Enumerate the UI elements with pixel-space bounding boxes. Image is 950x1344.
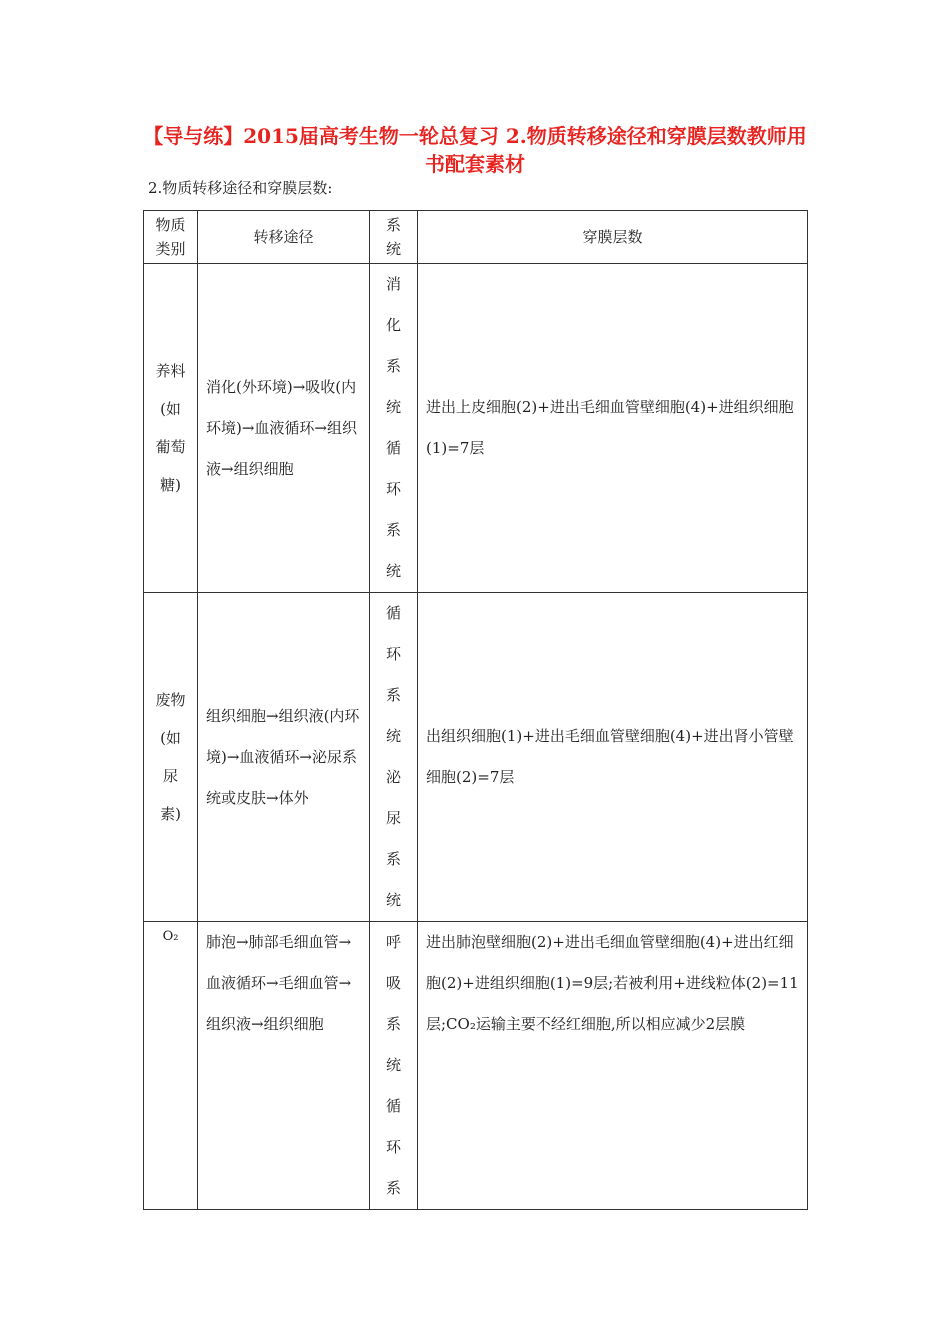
system-cell xyxy=(370,922,418,1210)
header-category xyxy=(144,211,198,264)
category-line: 养料 xyxy=(155,362,186,380)
category-line: (如 xyxy=(160,729,181,747)
system-chars xyxy=(370,922,417,1209)
category-cell xyxy=(144,922,198,1210)
header-path: 转移途径 xyxy=(198,211,370,264)
system-char: 尿 xyxy=(385,809,401,827)
path-cell: 肺泡→肺部毛细血管→血液循环→毛细血管→组织液→组织细胞 xyxy=(198,922,370,1210)
system-char: 系 xyxy=(385,521,401,539)
header-category-line: 物质 xyxy=(155,216,186,234)
system-cell xyxy=(370,264,418,593)
header-category-line: 类别 xyxy=(155,240,186,258)
header-system-line: 统 xyxy=(385,240,401,258)
system-char: 统 xyxy=(385,1056,401,1074)
category-line: O₂ xyxy=(162,929,179,944)
system-chars xyxy=(370,593,417,921)
header-system-line: 系 xyxy=(385,216,401,234)
system-char: 循 xyxy=(385,604,401,622)
system-char: 化 xyxy=(385,316,401,334)
system-char: 泌 xyxy=(385,768,401,786)
system-char: 环 xyxy=(385,1138,401,1156)
system-char: 消 xyxy=(385,275,401,293)
table-header-row xyxy=(144,211,808,264)
system-char: 系 xyxy=(385,357,401,375)
category-line: 废物 xyxy=(155,691,186,709)
category-line: 葡萄 xyxy=(155,438,186,456)
section-heading: 2.物质转移途径和穿膜层数: xyxy=(148,179,333,197)
membrane-table xyxy=(143,210,808,1210)
system-char: 循 xyxy=(385,1097,401,1115)
category-cell xyxy=(144,264,198,593)
category-line: (如 xyxy=(160,400,181,418)
system-cell xyxy=(370,593,418,922)
category-lines xyxy=(144,924,197,950)
header-system xyxy=(370,211,418,264)
system-char: 统 xyxy=(385,562,401,580)
table-row xyxy=(144,922,808,1210)
system-char: 统 xyxy=(385,398,401,416)
membranes-cell: 进出上皮细胞(2)+进出毛细血管壁细胞(4)+进组织细胞(1)=7层 xyxy=(418,264,808,593)
document-title: 【导与练】2015届高考生物一轮总复习 2.物质转移途径和穿膜层数教师用书配套素材 xyxy=(143,124,807,176)
category-lines xyxy=(144,681,197,833)
system-char: 系 xyxy=(385,686,401,704)
category-line: 糖) xyxy=(160,476,181,494)
membranes-cell: 出组织细胞(1)+进出毛细血管壁细胞(4)+进出肾小管壁细胞(2)=7层 xyxy=(418,593,808,922)
system-char: 系 xyxy=(385,1179,401,1197)
system-char: 系 xyxy=(385,850,401,868)
header-membranes: 穿膜层数 xyxy=(418,211,808,264)
category-lines xyxy=(144,352,197,504)
membranes-cell: 进出肺泡壁细胞(2)+进出毛细血管壁细胞(4)+进出红细胞(2)+进组织细胞(1)=9层;若被利用+进线粒体(2)=11层;CO₂运输主要不经红细胞,所以相应减少2层膜 xyxy=(418,922,808,1210)
category-cell xyxy=(144,593,198,922)
path-cell: 消化(外环境)→吸收(内环境)→血液循环→组织液→组织细胞 xyxy=(198,264,370,593)
category-line: 素) xyxy=(160,805,181,823)
system-char: 环 xyxy=(385,480,401,498)
table-row xyxy=(144,593,808,922)
path-cell: 组织细胞→组织液(内环境)→血液循环→泌尿系统或皮肤→体外 xyxy=(198,593,370,922)
table-row xyxy=(144,264,808,593)
system-char: 系 xyxy=(385,1015,401,1033)
category-line: 尿 xyxy=(162,767,178,785)
system-chars xyxy=(370,264,417,592)
system-char: 环 xyxy=(385,645,401,663)
system-char: 统 xyxy=(385,891,401,909)
system-char: 呼 xyxy=(385,933,401,951)
system-char: 循 xyxy=(385,439,401,457)
system-char: 吸 xyxy=(385,974,401,992)
system-char: 统 xyxy=(385,727,401,745)
